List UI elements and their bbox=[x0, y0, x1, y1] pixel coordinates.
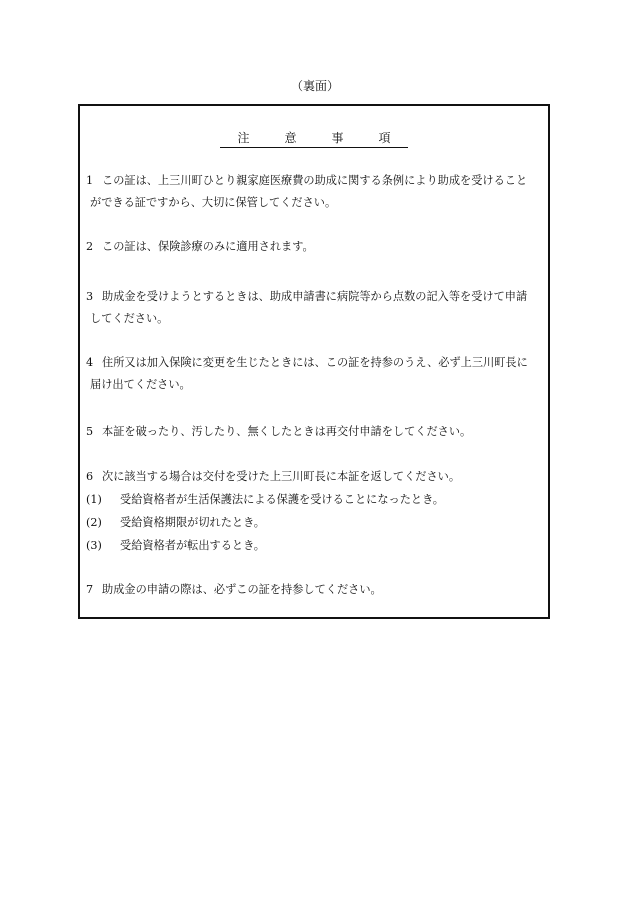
notice-item-7 bbox=[86, 579, 548, 601]
item-text: この証は、保険診療のみに適用されます。 bbox=[102, 240, 314, 253]
item-text-continued: 届け出てください。 bbox=[90, 378, 191, 391]
notice-title bbox=[80, 130, 548, 148]
item-text: 住所又は加入保険に変更を生じたときには、この証を持参のうえ、必ず上三川町長に bbox=[102, 356, 528, 369]
subitem-text: 受給資格期限が切れたとき。 bbox=[120, 516, 265, 529]
subitem-number: (2) bbox=[86, 516, 102, 529]
item-number: 2 bbox=[86, 240, 94, 253]
subitem-text: 受給資格者が転出するとき。 bbox=[120, 539, 265, 552]
page-side-label: （裏面） bbox=[290, 79, 339, 93]
subitem-number: (3) bbox=[86, 539, 102, 552]
notice-item-5 bbox=[86, 421, 548, 443]
notice-item-1 bbox=[86, 170, 548, 214]
subitem-text: 受給資格者が生活保護法による保護を受けることになったとき。 bbox=[120, 493, 444, 506]
notice-item-2 bbox=[86, 236, 548, 258]
item-text: 次に該当する場合は交付を受けた上三川町長に本証を返してください。 bbox=[102, 470, 461, 483]
notice-subitem-3 bbox=[86, 535, 548, 557]
item-number: 5 bbox=[86, 425, 94, 438]
item-text-continued: ができる証ですから、大切に保管してください。 bbox=[90, 196, 337, 209]
item-number: 4 bbox=[86, 356, 94, 369]
item-text: この証は、上三川町ひとり親家庭医療費の助成に関する条例により助成を受けること bbox=[102, 174, 528, 187]
title-char: 注 bbox=[220, 130, 267, 148]
notice-item-6 bbox=[86, 466, 548, 488]
item-number: 1 bbox=[86, 174, 94, 187]
notice-subitem-1 bbox=[86, 489, 548, 511]
notice-item-3 bbox=[86, 286, 548, 330]
item-number: 3 bbox=[86, 290, 94, 303]
subitem-number: (1) bbox=[86, 493, 102, 506]
item-number: 6 bbox=[86, 470, 94, 483]
notice-box bbox=[78, 104, 550, 619]
title-char: 意 bbox=[267, 130, 314, 148]
item-text: 助成金を受けようとするときは、助成申請書に病院等から点数の記入等を受けて申請 bbox=[102, 290, 528, 303]
notice-item-4 bbox=[86, 352, 548, 396]
item-text: 助成金の申請の際は、必ずこの証を持参してください。 bbox=[102, 583, 382, 596]
notice-subitem-2 bbox=[86, 512, 548, 534]
title-char: 事 bbox=[314, 130, 361, 148]
item-text: 本証を破ったり、汚したり、無くしたときは再交付申請をしてください。 bbox=[102, 425, 472, 438]
title-char: 項 bbox=[361, 130, 408, 148]
item-text-continued: してください。 bbox=[90, 312, 169, 325]
item-number: 7 bbox=[86, 583, 94, 596]
